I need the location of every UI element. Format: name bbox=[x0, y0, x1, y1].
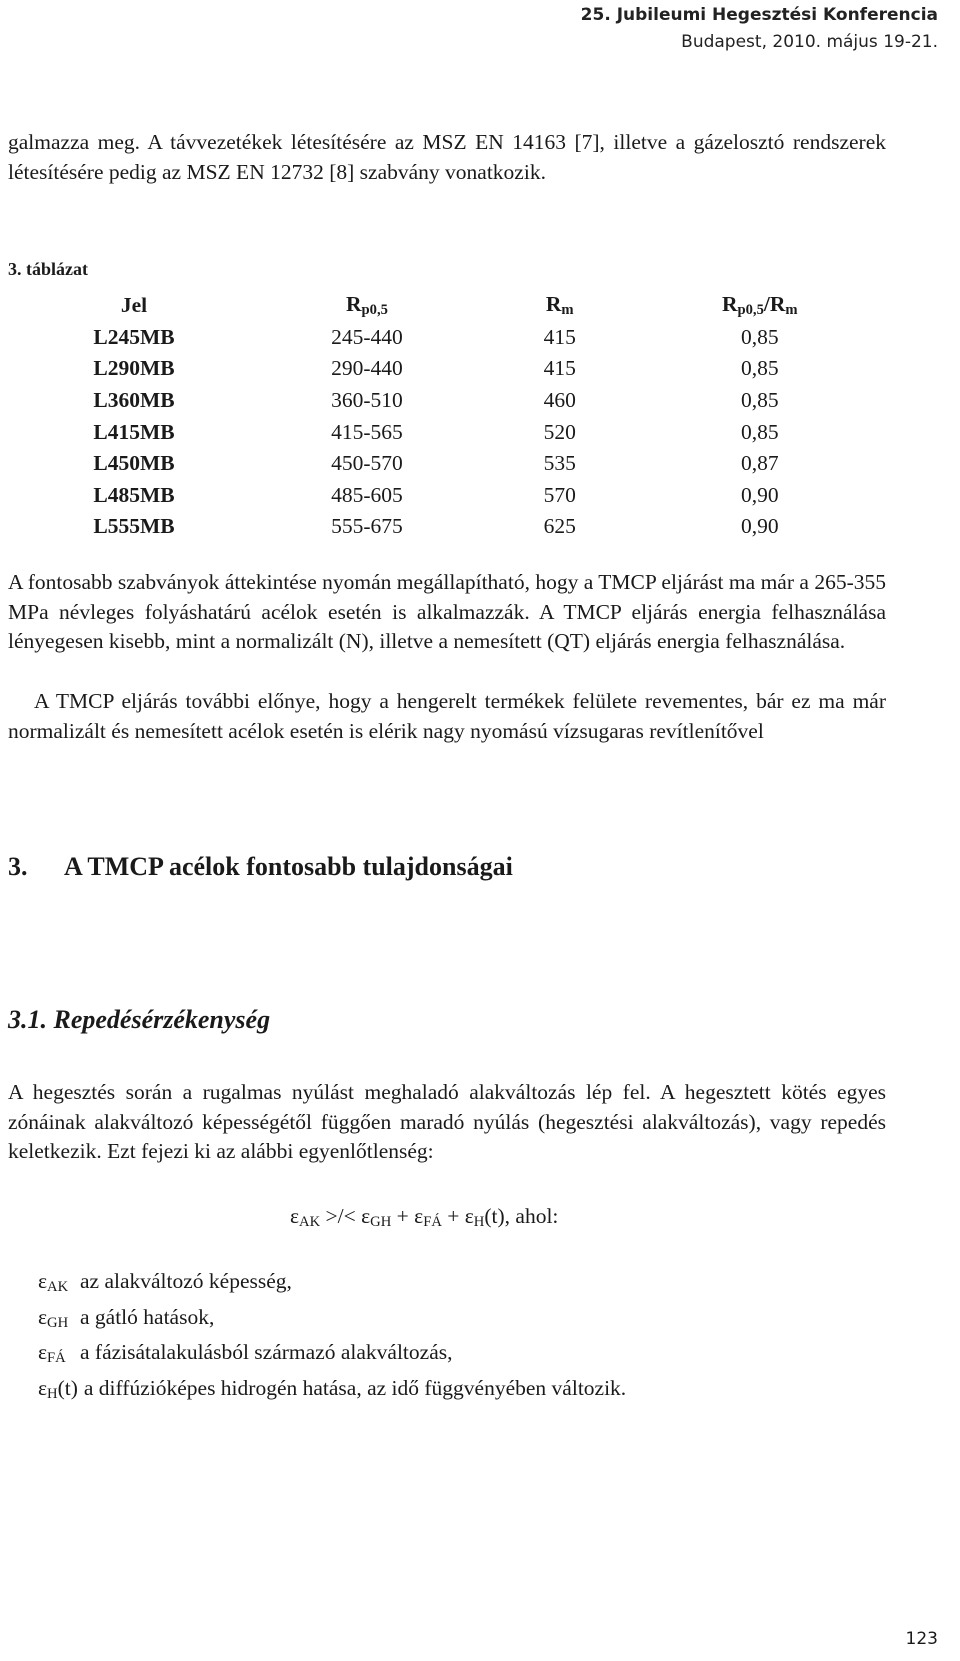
subsection-title: Repedésérzékenység bbox=[53, 1005, 271, 1034]
definition-item bbox=[38, 1303, 626, 1339]
inequality-formula: $\varepsilon_{AK}$ >/< $\varepsilon_{GH} + \varepsilon_{FÁ} + \varepsilon_H(t)$, ahol: bbox=[290, 1204, 559, 1230]
section-title: A TMCP acélok fontosabb tulajdonságai bbox=[64, 852, 513, 881]
subsection-paragraph: A hegesztés során a rugalmas nyúlást meghaladó alakváltozás lép fel. A hegesztett kötés egyes zónáinak alakváltozó képességétől függően maradó nyúlás (hegesztési alakváltozás), vagy repedés keletkezik. Ezt fejezi ki az alábbi egyenlőtlenség: bbox=[8, 1080, 886, 1163]
section-number: 3. bbox=[8, 852, 28, 881]
cell-grade: L485MB bbox=[93, 482, 175, 507]
table-row bbox=[34, 511, 900, 543]
table-row bbox=[34, 322, 900, 354]
cell-rp05: 485-605 bbox=[331, 482, 403, 507]
symbol-definitions bbox=[38, 1267, 626, 1409]
definition-item bbox=[38, 1338, 626, 1374]
section-heading bbox=[8, 852, 513, 882]
page-number: 123 bbox=[905, 1629, 938, 1649]
header-ratio: $R_{p0,5}/R_m$ bbox=[721, 292, 798, 319]
cell-grade: L360MB bbox=[93, 388, 175, 413]
cell-rp05: 245-440 bbox=[331, 324, 403, 349]
page-header bbox=[581, 2, 938, 56]
table-row bbox=[34, 353, 900, 385]
definition-item bbox=[38, 1374, 626, 1410]
cell-grade: L450MB bbox=[93, 451, 175, 476]
intro-paragraph: galmazza meg. A távvezetékek létesítésére az MSZ EN 14163 [7], illetve a gázelosztó rendszerek létesítésére pedig az MSZ EN 12732 [8] szabvány vonatkozik. bbox=[8, 130, 886, 184]
table-row bbox=[34, 416, 900, 448]
definition-symbol: $\varepsilon_{FÁ}$ bbox=[38, 1340, 66, 1366]
definition-text: a diffúzióképes hidrogén hatása, az idő függvényében változik. bbox=[83, 1375, 627, 1400]
definition-text: az alakváltozó képesség, bbox=[80, 1269, 292, 1293]
header-rp05: $R_{p0,5}$ bbox=[345, 292, 388, 319]
table-caption: 3. táblázat bbox=[8, 259, 88, 279]
definition-text: a fázisátalakulásból származó alakváltozás, bbox=[80, 1340, 453, 1364]
body-paragraph: A TMCP eljárás további előnye, hogy a hengerelt termékek felülete revementes, bár ez ma már normalizált és nemesített acélok esetén is elérik nagy nyomású vízsugaras revítlenítővel bbox=[8, 689, 886, 743]
cell-grade: L555MB bbox=[93, 514, 175, 539]
header-jel: Jel bbox=[120, 293, 148, 318]
cell-rm: 415 bbox=[543, 324, 576, 349]
cell-rp05: 555-675 bbox=[331, 514, 403, 539]
cell-rp05: 450-570 bbox=[331, 451, 403, 476]
steel-properties-table bbox=[34, 290, 900, 543]
definition-symbol: $\varepsilon_{AK}$ bbox=[38, 1269, 69, 1295]
table-row bbox=[34, 448, 900, 480]
cell-ratio: 0,90 bbox=[740, 514, 779, 539]
definition-symbol: $\varepsilon_{GH}$ bbox=[38, 1304, 69, 1331]
cell-rp05: 290-440 bbox=[331, 356, 403, 381]
definition-text: a gátló hatások, bbox=[80, 1304, 215, 1329]
cell-grade: L290MB bbox=[93, 356, 175, 381]
cell-rm: 415 bbox=[543, 356, 576, 381]
cell-ratio: 0,85 bbox=[740, 419, 779, 444]
header-rm: $R_m$ bbox=[545, 292, 574, 319]
subsection-heading bbox=[8, 1005, 270, 1035]
cell-rm: 570 bbox=[543, 482, 576, 507]
table-header-row bbox=[34, 290, 900, 322]
cell-rm: 460 bbox=[543, 388, 576, 413]
table-row bbox=[34, 480, 900, 512]
cell-rp05: 360-510 bbox=[331, 388, 403, 413]
cell-ratio: 0,90 bbox=[740, 482, 779, 507]
definition-item bbox=[38, 1267, 626, 1303]
cell-rm: 520 bbox=[543, 419, 576, 444]
definition-symbol: $\varepsilon_H(t)$ bbox=[38, 1375, 78, 1402]
cell-ratio: 0,85 bbox=[740, 356, 779, 381]
body-paragraph: A fontosabb szabványok áttekintése nyomán megállapítható, hogy a TMCP eljárást ma már a 265-355 MPa névleges folyáshatárú acélok esetén is alkalmazzák. A TMCP eljárás energia felhasználása lényegesen kisebb, mint a normalizált (N), illetve a nemesített (QT) eljárás energia felhasználása. bbox=[8, 570, 886, 653]
conference-title: 25. Jubileumi Hegesztési Konferencia bbox=[580, 5, 938, 25]
conference-place-date: Budapest, 2010. május 19-21. bbox=[681, 32, 938, 52]
cell-grade: L245MB bbox=[93, 324, 175, 349]
cell-ratio: 0,85 bbox=[740, 324, 779, 349]
cell-ratio: 0,87 bbox=[740, 451, 779, 476]
cell-rm: 535 bbox=[543, 451, 576, 476]
table-row bbox=[34, 385, 900, 417]
subsection-number: 3.1. bbox=[8, 1005, 47, 1034]
cell-ratio: 0,85 bbox=[740, 388, 779, 413]
cell-rp05: 415-565 bbox=[331, 419, 403, 444]
cell-grade: L415MB bbox=[93, 419, 175, 444]
cell-rm: 625 bbox=[543, 514, 576, 539]
